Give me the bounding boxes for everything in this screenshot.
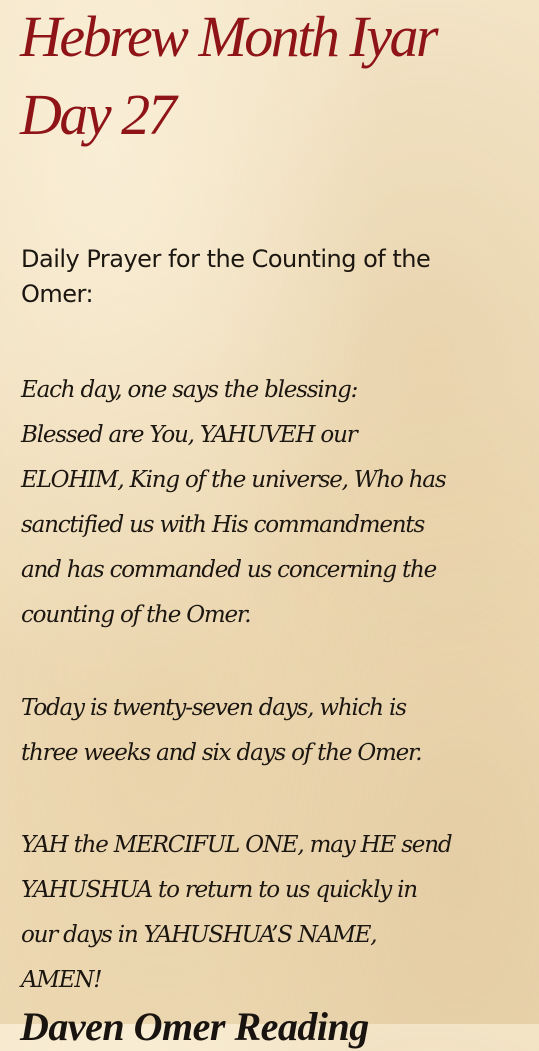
day-count-line: three weeks and six days of the Omer. xyxy=(21,740,422,766)
prayer-heading xyxy=(21,242,521,312)
blessing-paragraph xyxy=(21,368,521,638)
title-line-day: Day 27 xyxy=(20,82,175,147)
title-line-month: Hebrew Month Iyar xyxy=(20,4,437,69)
blessing-line: Each day, one says the blessing: xyxy=(21,377,358,403)
closing-prayer-paragraph xyxy=(21,823,521,1003)
omer-reading-heading: Daven Omer Reading xyxy=(20,1004,369,1049)
prayer-heading-line: Daily Prayer for the Counting of the xyxy=(21,245,431,273)
prayer-heading-line: Omer: xyxy=(21,280,94,308)
blessing-line: and has commanded us concerning the xyxy=(21,557,437,583)
blessing-line: ELOHIM, King of the universe, Who has xyxy=(21,467,446,493)
blessing-line: sanctified us with His commandments xyxy=(21,512,425,538)
closing-prayer-line: AMEN! xyxy=(21,967,102,993)
closing-prayer-line: our days in YAHUSHUA’S NAME, xyxy=(21,922,377,948)
closing-prayer-line: YAHUSHUA to return to us quickly in xyxy=(21,877,417,903)
day-count-line: Today is twenty-seven days, which is xyxy=(21,695,406,721)
closing-prayer-line: YAH the MERCIFUL ONE, may HE send xyxy=(21,832,452,858)
day-count-paragraph xyxy=(21,686,521,776)
page-title xyxy=(20,0,535,154)
blessing-line: counting of the Omer. xyxy=(21,602,251,628)
blessing-line: Blessed are You, YAHUVEH our xyxy=(21,422,357,448)
